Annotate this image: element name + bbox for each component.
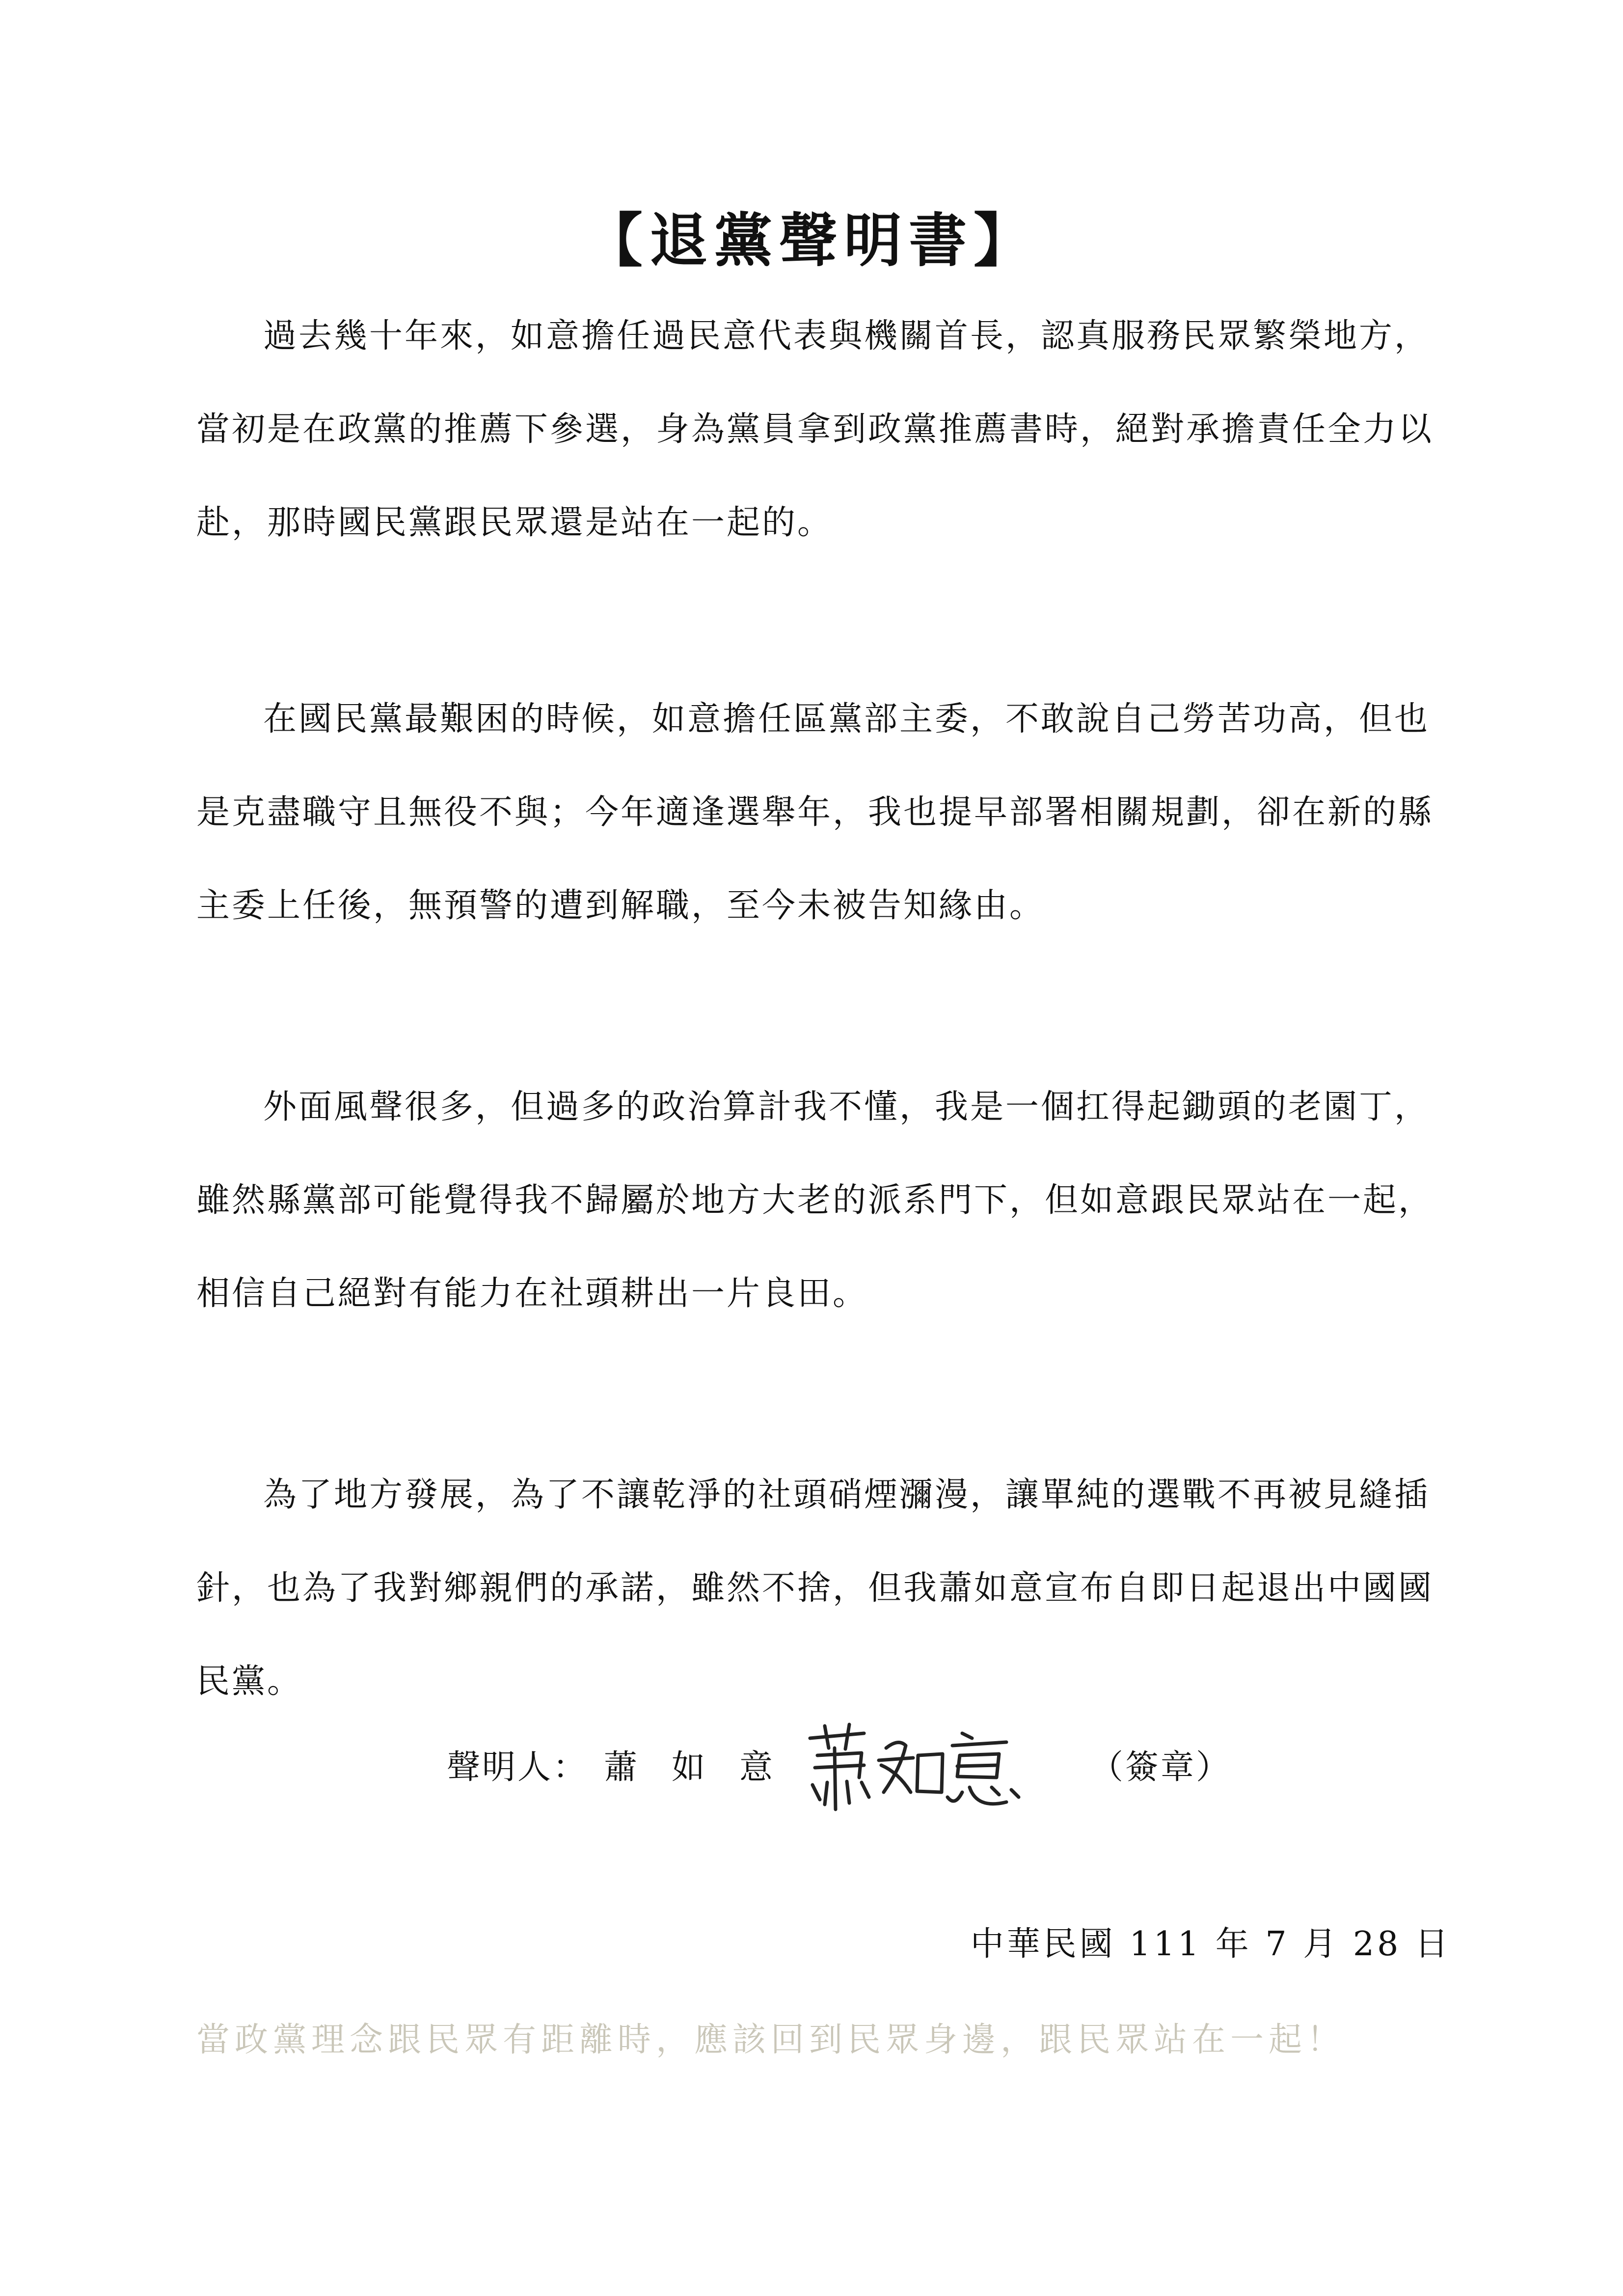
paragraph-line: 赴，那時國民黨跟民眾還是站在一起的。: [196, 503, 833, 542]
paragraph-4: [196, 1449, 1453, 1728]
paragraph-line: 是克盡職守且無役不與；今年適逢選舉年，我也提早部署相關規劃，卻在新的縣: [196, 793, 1434, 832]
paragraph-line: 過去幾十年來，如意擔任過民意代表與機關首長，認真服務民眾繁榮地方，: [263, 317, 1430, 355]
paragraph-2: [196, 673, 1453, 953]
paragraph-line: 主委上任後，無預警的遭到解職，至今未被告知緣由。: [196, 886, 1045, 925]
handwritten-signature: [800, 1719, 1026, 1817]
paragraph-line: 為了地方發展，為了不讓乾淨的社頭硝煙瀰漫，讓單純的選戰不再被見縫插: [263, 1476, 1430, 1514]
paragraph-line: 針，也為了我對鄉親們的承諾，雖然不捨，但我蕭如意宣布自即日起退出中國國: [196, 1569, 1434, 1608]
paragraph-1: [196, 290, 1453, 570]
slogan-footer: 當政黨理念跟民眾有距離時，應該回到民眾身邊，跟民眾站在一起！: [196, 2021, 1346, 2059]
paragraph-line: 民黨。: [196, 1662, 303, 1701]
paragraph-line: 雖然縣黨部可能覺得我不歸屬於地方大老的派系門下，但如意跟民眾站在一起，: [196, 1181, 1434, 1220]
signatory-name: 蕭如意: [604, 1748, 808, 1787]
document-title: 【退黨聲明書】: [584, 206, 1038, 274]
signatory-label: 聲明人：: [447, 1748, 589, 1787]
seal-note: （簽章）: [1090, 1748, 1232, 1787]
paragraph-line: 在國民黨最艱困的時候，如意擔任區黨部主委，不敢說自己勞苦功高，但也: [263, 700, 1430, 738]
paragraph-3: [196, 1061, 1453, 1340]
signature-block: [442, 1723, 1276, 1822]
paragraph-line: 相信自己絕對有能力在社頭耕出一片良田。: [196, 1274, 868, 1313]
paragraph-line: 當初是在政黨的推薦下參選，身為黨員拿到政黨推薦書時，絕對承擔責任全力以: [196, 410, 1434, 449]
document-date: 中華民國 111 年 7 月 28 日: [970, 1925, 1451, 1964]
paragraph-line: 外面風聲很多，但過多的政治算計我不懂，我是一個扛得起鋤頭的老園丁，: [263, 1088, 1430, 1126]
